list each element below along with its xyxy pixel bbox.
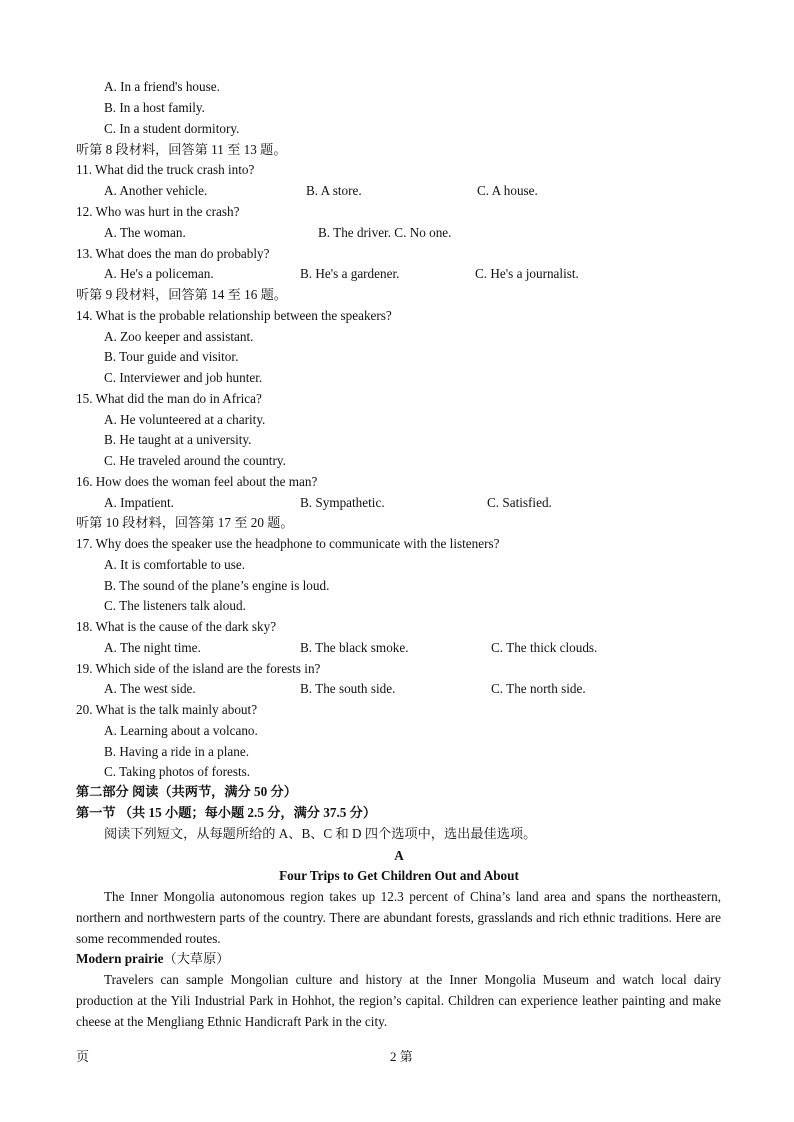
q20-option-c: C. Taking photos of forests. [104,764,251,779]
q13-option-b: B. He's a gardener. [300,266,400,281]
part-2-heading: 第二部分 阅读（共两节，满分 50 分） [76,784,297,799]
q12-option-a: A. The woman. [104,225,186,240]
q19-stem: 19. Which side of the island are the forests in? [76,661,321,676]
reading-instructions: 阅读下列短文，从每题所给的 A、B、C 和 D 四个选项中，选出最佳选项。 [104,826,537,841]
footer-page-label: 页 [76,1049,90,1064]
q18-option-a: A. The night time. [104,640,201,655]
q13-option-c: C. He's a journalist. [475,266,579,281]
material-10-instruction: 听第 10 段材料，回答第 17 至 20 题。 [76,515,294,530]
q15-stem: 15. What did the man do in Africa? [76,391,262,406]
subheading-chinese: （大草原） [163,951,230,966]
material-9-instruction: 听第 9 段材料，回答第 14 至 16 题。 [76,287,287,302]
q20-stem: 20. What is the talk mainly about? [76,702,258,717]
q16-option-c: C. Satisfied. [487,495,552,510]
q15-option-c: C. He traveled around the country. [104,453,286,468]
q18-option-b: B. The black smoke. [300,640,409,655]
passage-title: Four Trips to Get Children Out and About [279,868,519,883]
q10-option-c: C. In a student dormitory. [104,121,240,136]
q15-option-a: A. He volunteered at a charity. [104,412,266,427]
q19-option-b: B. The south side. [300,681,396,696]
material-8-instruction: 听第 8 段材料，回答第 11 至 13 题。 [76,142,287,157]
q12-option-bc: B. The driver. C. No one. [318,225,452,240]
q18-option-c: C. The thick clouds. [491,640,598,655]
subheading-line [76,951,722,967]
q11-stem: 11. What did the truck crash into? [76,162,255,177]
q16-option-b: B. Sympathetic. [300,495,385,510]
q16-stem: 16. How does the woman feel about the man? [76,474,318,489]
q11-option-c: C. A house. [477,183,538,198]
footer-page-number: 2 第 [390,1049,413,1064]
q19-option-c: C. The north side. [491,681,586,696]
q11-option-b: B. A store. [306,183,362,198]
passage-paragraph-2: Travelers can sample Mongolian culture and history at the Inner Mongolia Museum and watch local dairy production at the Yili Industrial Park in Hohhot, the region’s capital. Children can experience leather painting and make cheese at the Mengliang Ethnic Handicraft Park in the city. [76,972,721,1029]
q12-stem: 12. Who was hurt in the crash? [76,204,240,219]
q10-option-a: A. In a friend's house. [104,79,220,94]
subheading-modern-prairie: Modern prairie [76,951,164,966]
q17-option-a: A. It is comfortable to use. [104,557,245,572]
q20-option-a: A. Learning about a volcano. [104,723,258,738]
q17-stem: 17. Why does the speaker use the headphone to communicate with the listeners? [76,536,500,551]
q14-option-a: A. Zoo keeper and assistant. [104,329,254,344]
q14-stem: 14. What is the probable relationship between the speakers? [76,308,392,323]
q18-stem: 18. What is the cause of the dark sky? [76,619,277,634]
section-1-heading: 第一节 （共 15 小题；每小题 2.5 分，满分 37.5 分） [76,805,377,820]
q13-stem: 13. What does the man do probably? [76,246,270,261]
passage-paragraph-1: The Inner Mongolia autonomous region takes up 12.3 percent of China’s land area and spans the northeastern, northern and northwestern parts of the country. There are abundant forests, grasslands and rich ethnic traditions. Here are some recommended routes. [76,889,721,946]
q15-option-b: B. He taught at a university. [104,432,252,447]
q10-option-b: B. In a host family. [104,100,205,115]
q13-option-a: A. He's a policeman. [104,266,214,281]
q20-option-b: B. Having a ride in a plane. [104,744,250,759]
q14-option-b: B. Tour guide and visitor. [104,349,239,364]
passage-label: A [394,848,404,863]
q14-option-c: C. Interviewer and job hunter. [104,370,263,385]
q17-option-c: C. The listeners talk aloud. [104,598,246,613]
q11-option-a: A. Another vehicle. [104,183,208,198]
q17-option-b: B. The sound of the plane’s engine is loud. [104,578,330,593]
q19-option-a: A. The west side. [104,681,196,696]
q16-option-a: A. Impatient. [104,495,174,510]
